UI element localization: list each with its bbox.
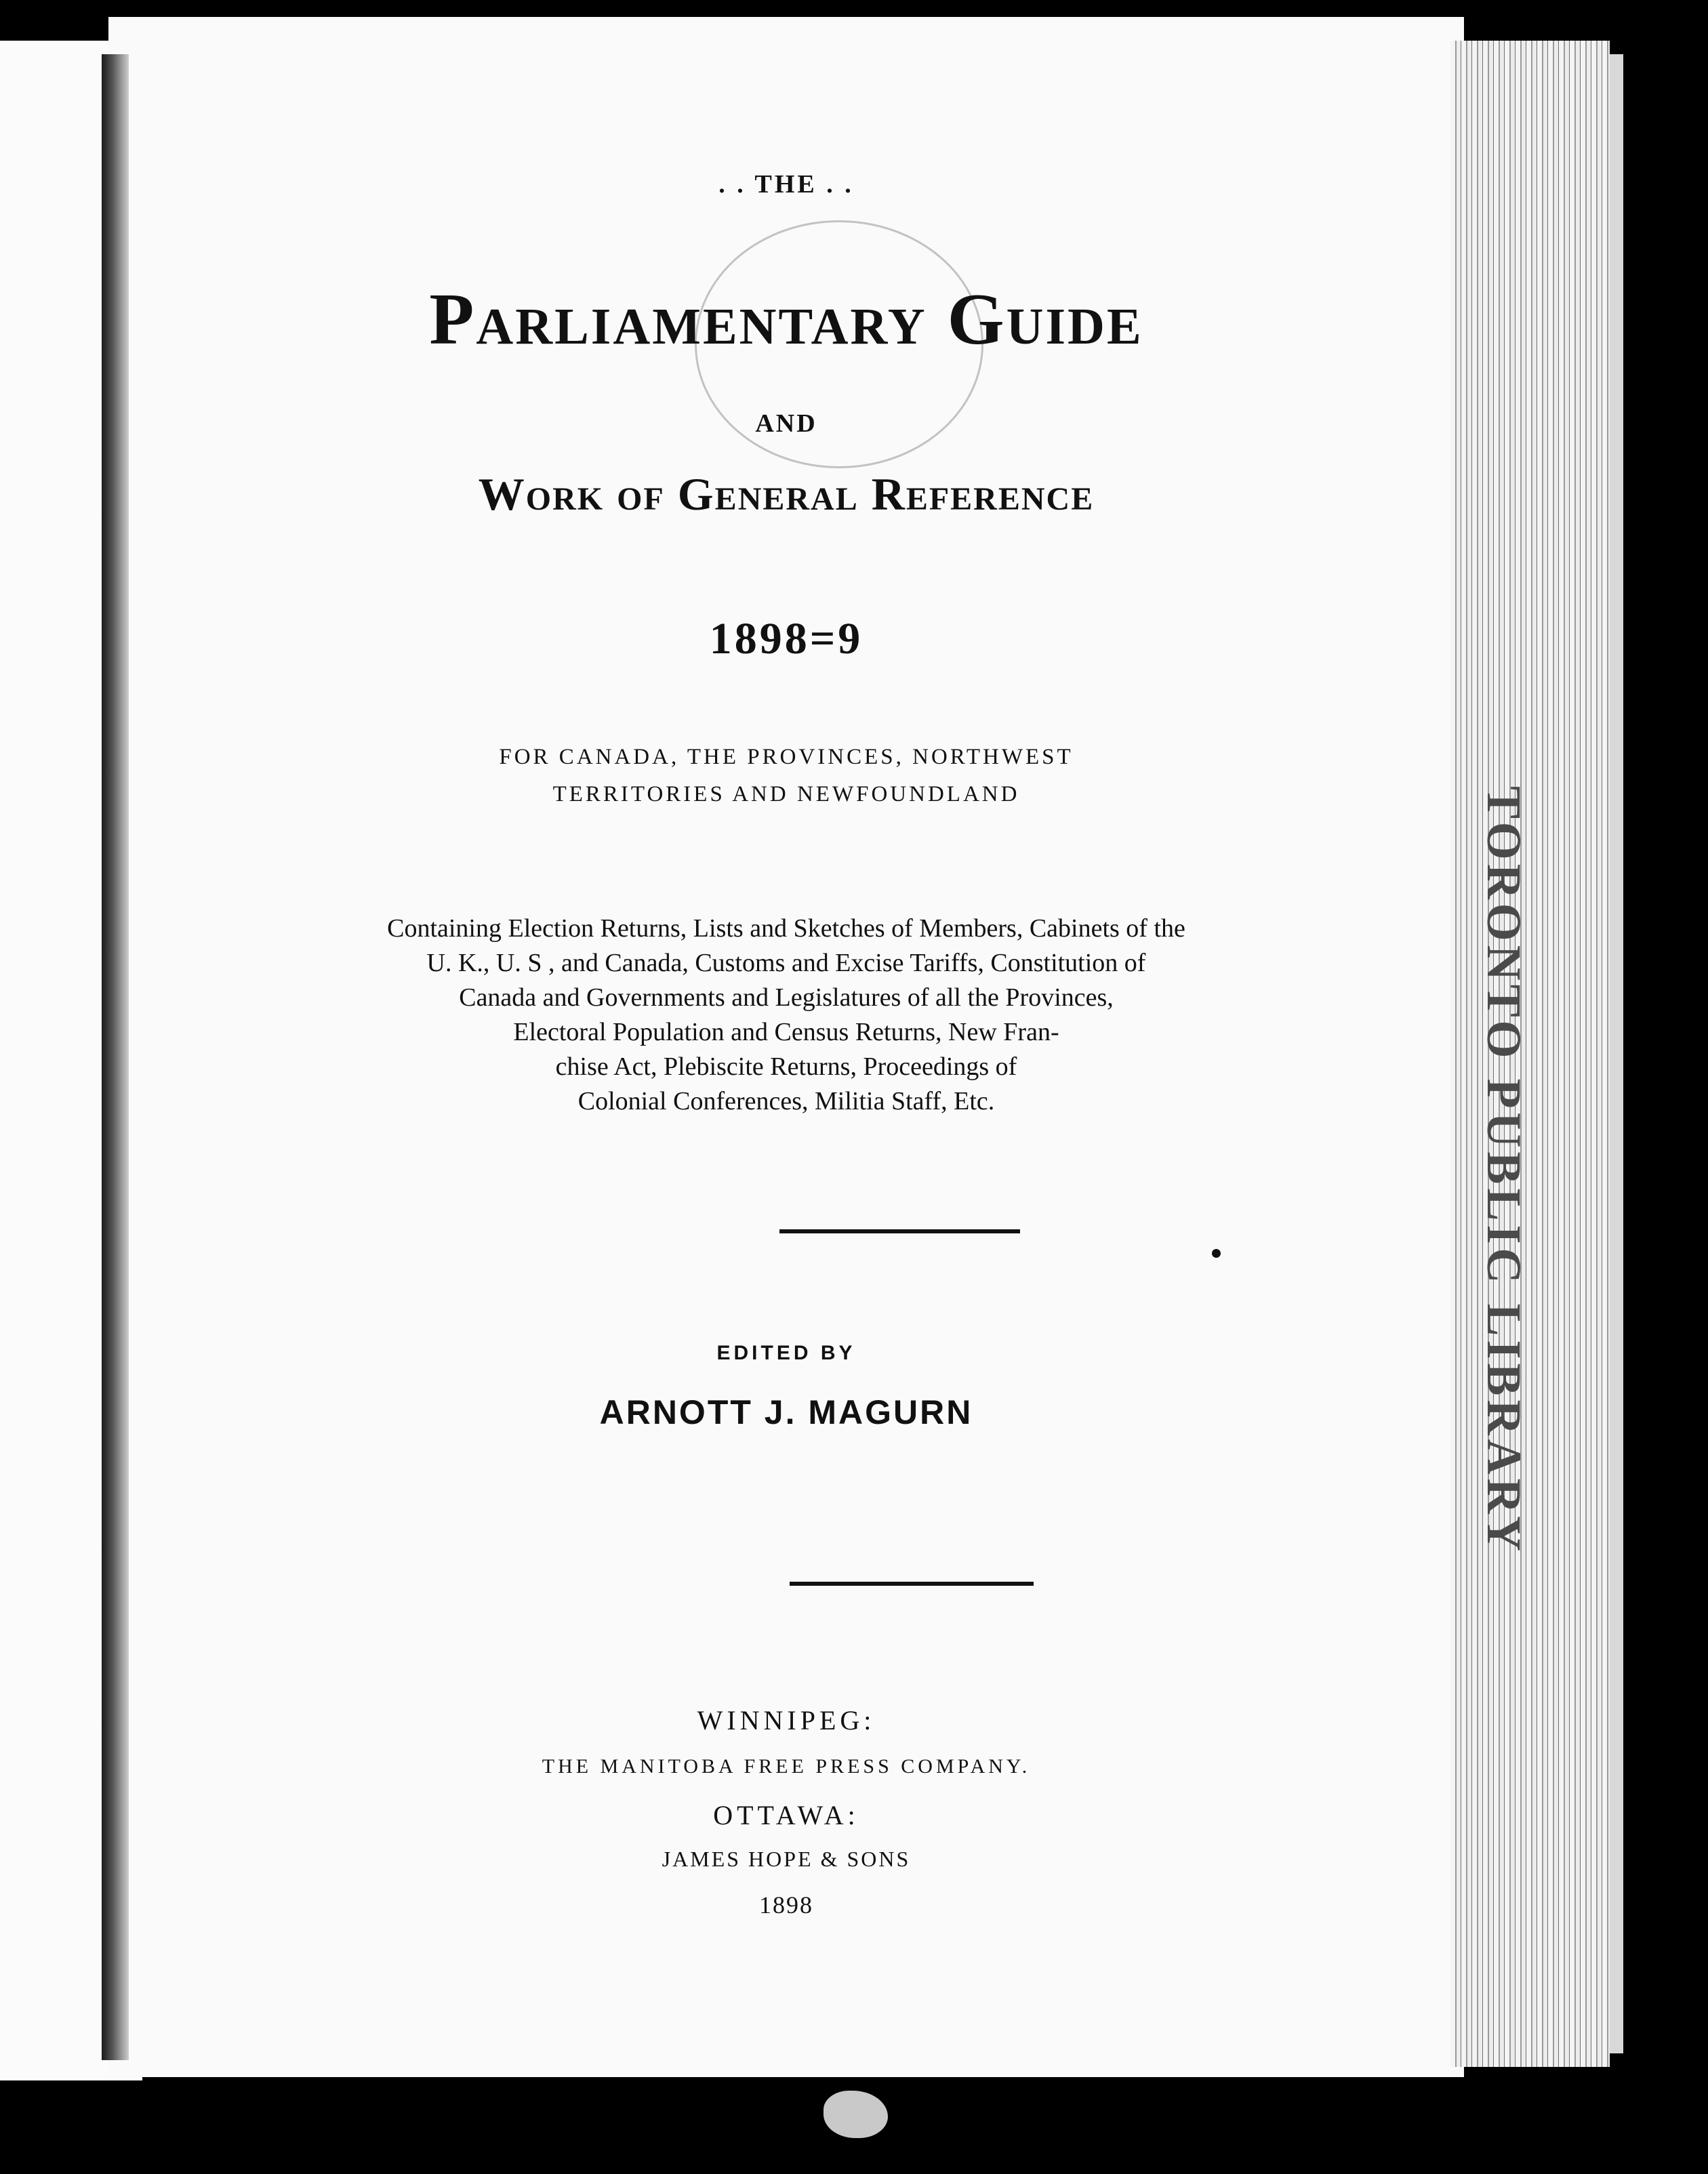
contents-line: Electoral Population and Census Returns, New Fran- [513, 1018, 1059, 1046]
region-line: FOR CANADA, THE PROVINCES, NORTHWEST [499, 745, 1074, 769]
imprint-publisher: JAMES HOPE & SONS [662, 1847, 911, 1871]
region-description [108, 739, 1464, 813]
divider-rule [779, 1229, 1020, 1233]
contents-line: chise Act, Plebiscite Returns, Proceedings of [555, 1052, 1017, 1081]
edition-years: 1898=9 [709, 614, 863, 663]
library-spine-stamp: TORONTO PUBLIC LIBRARY [1477, 786, 1531, 1556]
contents-line: Colonial Conferences, Militia Staff, Etc. [577, 1087, 995, 1115]
edited-by-label: EDITED BY [716, 1342, 856, 1364]
imprint-city: WINNIPEG: [697, 1705, 876, 1736]
imprint-city: OTTAWA: [713, 1800, 859, 1830]
region-line: TERRITORIES AND NEWFOUNDLAND [552, 782, 1020, 806]
contents-description [108, 911, 1464, 1119]
and-connector: AND [755, 409, 817, 438]
contents-line: U. K., U. S , and Canada, Customs and Excise Tariffs, Constitution of [426, 949, 1146, 977]
the-heading: . . THE . . [718, 170, 854, 199]
book-subtitle: Work of General Reference [478, 468, 1095, 520]
imprint-publisher: THE MANITOBA FREE PRESS COMPANY. [542, 1755, 1031, 1778]
contents-line: Containing Election Returns, Lists and Sketches of Members, Cabinets of the [387, 914, 1185, 943]
ink-dot [1212, 1249, 1221, 1258]
contents-line: Canada and Governments and Legislatures of all the Provinces, [459, 983, 1114, 1012]
imprint-year: 1898 [759, 1891, 813, 1919]
paper-blot [824, 2091, 888, 2138]
gutter-shadow [102, 54, 129, 2060]
divider-rule [790, 1582, 1034, 1586]
page-edge-margin [1610, 54, 1623, 2053]
editor-name: ARNOTT J. MAGURN [599, 1393, 973, 1431]
title-page [108, 17, 1464, 2077]
book-title: Parliamentary Guide [429, 279, 1143, 360]
